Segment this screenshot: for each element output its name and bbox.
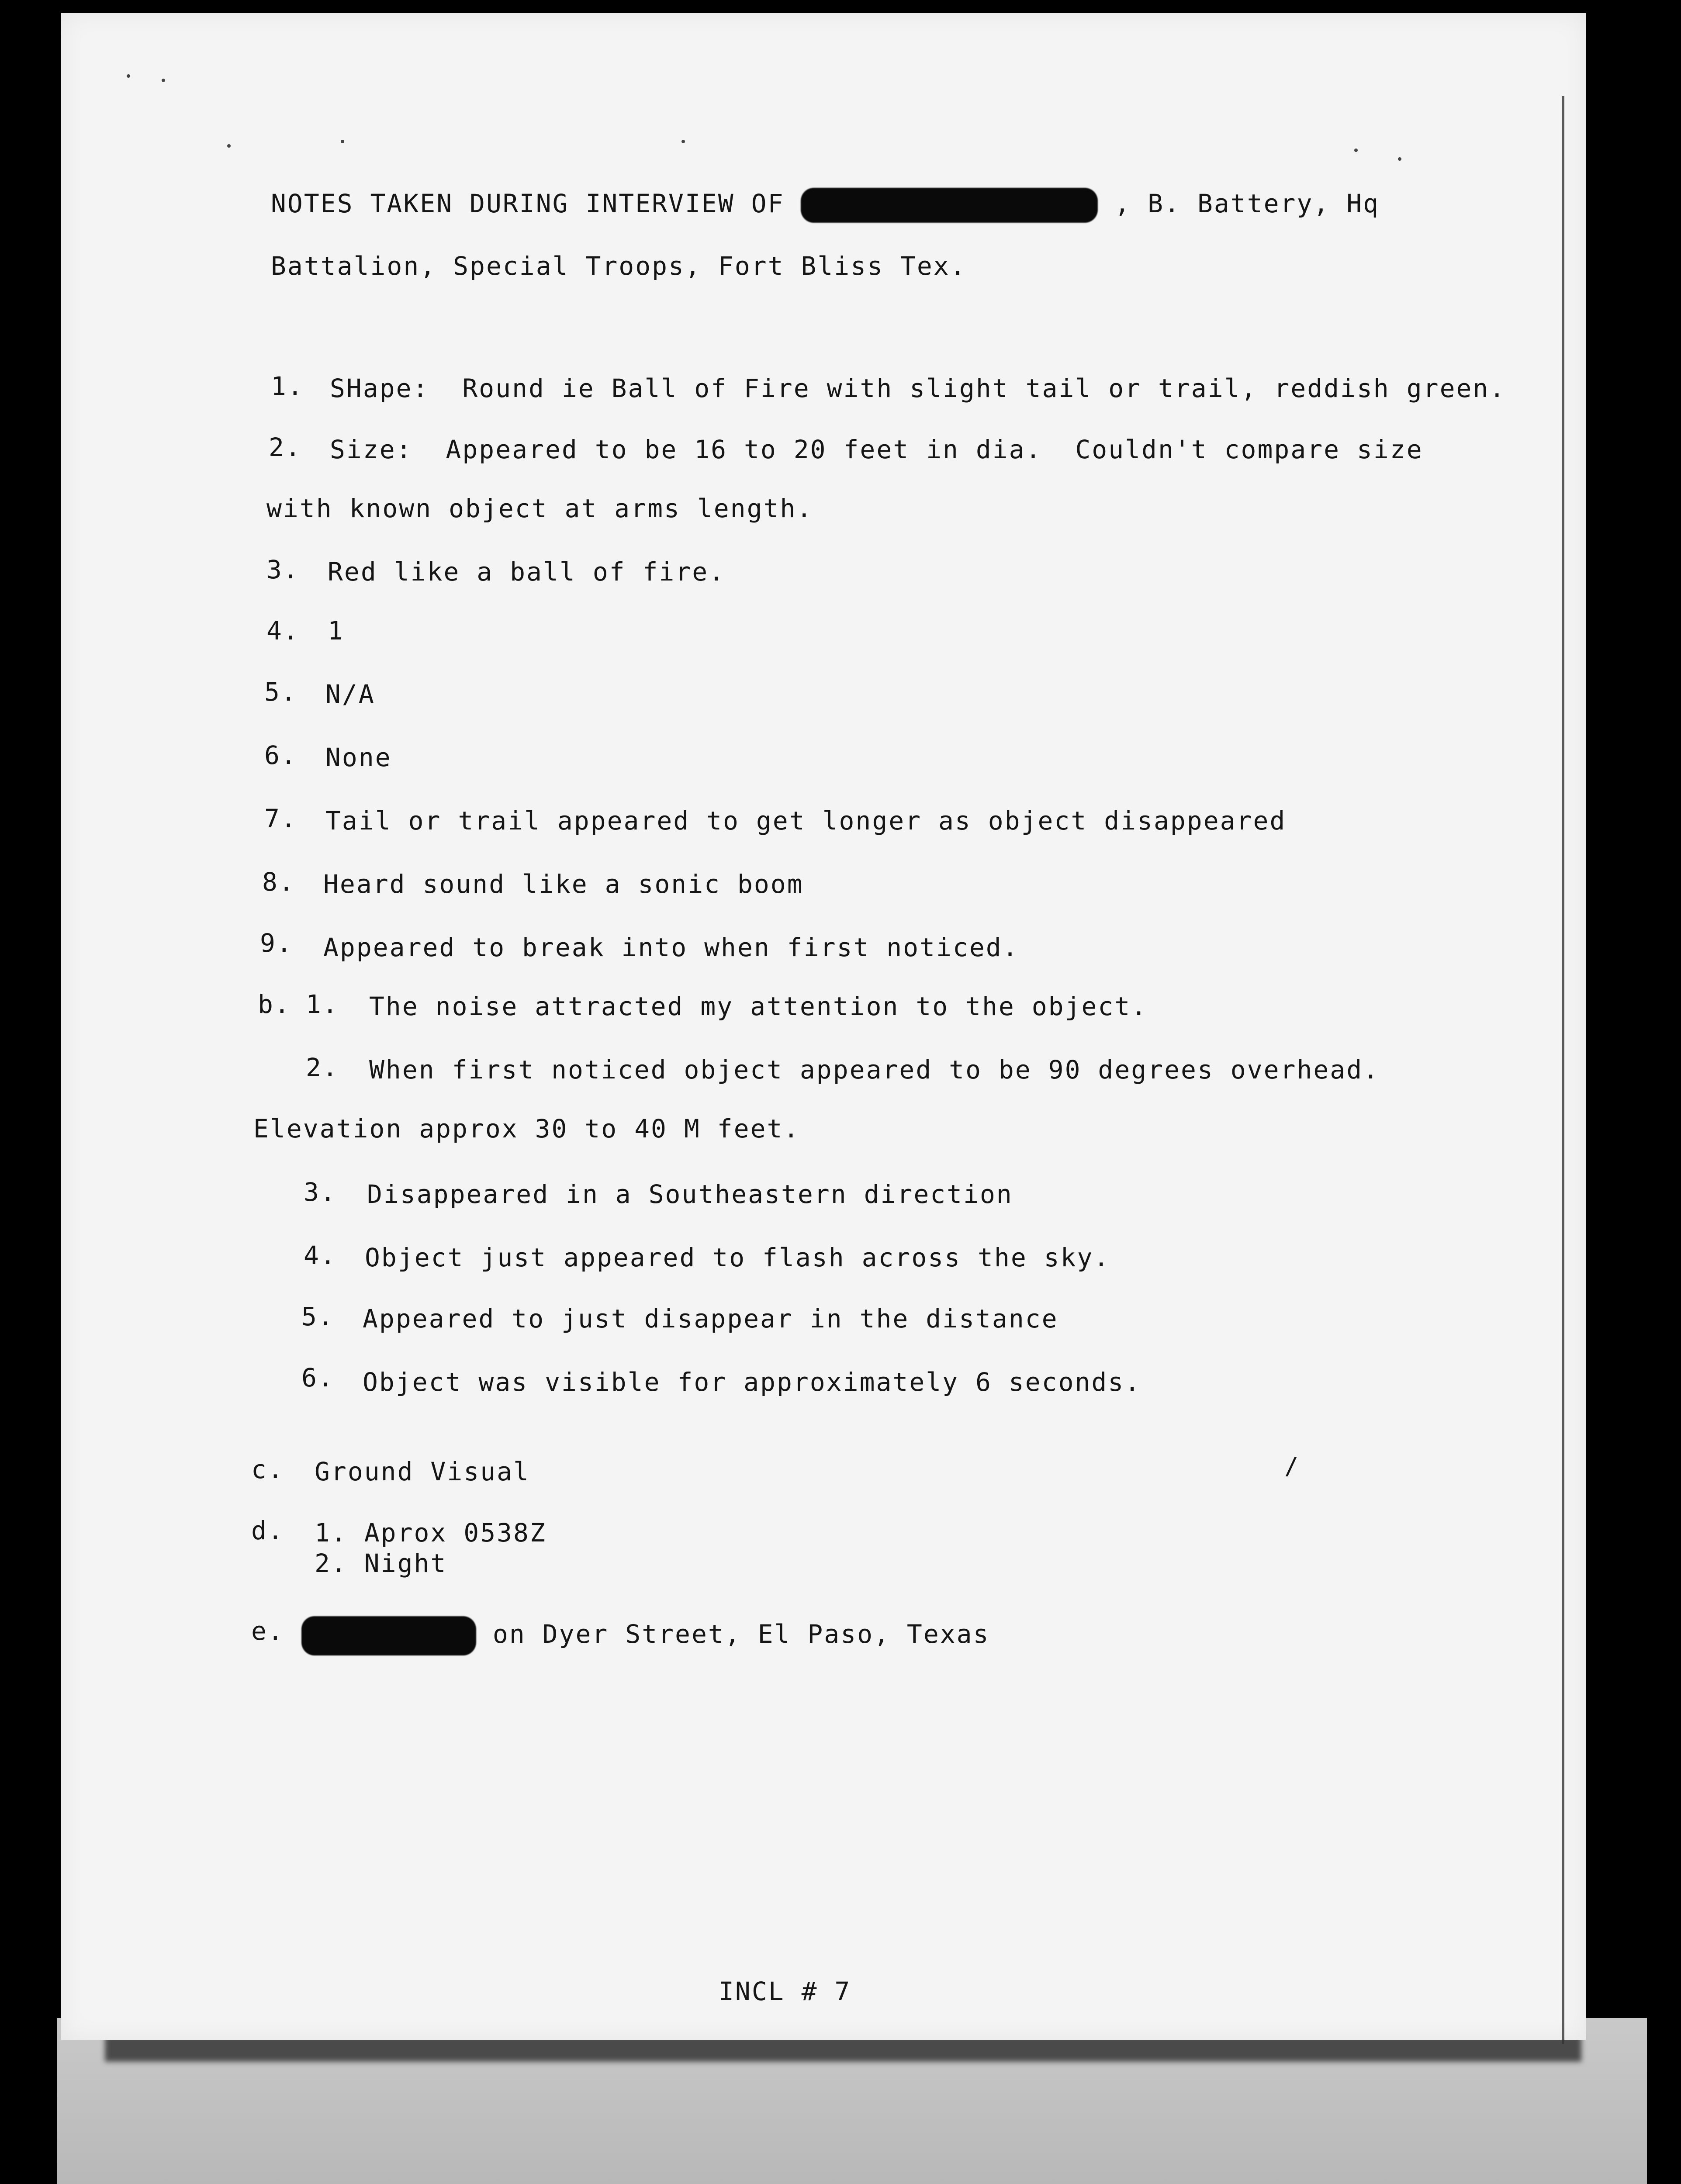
- section-d-line-2: 2. Night: [315, 1548, 447, 1578]
- item-4-text: 1: [328, 616, 344, 646]
- item-6-num: 6.: [264, 740, 297, 770]
- section-d-label: d.: [251, 1516, 284, 1545]
- item-7-text: Tail or trail appeared to get longer as object disappeared: [325, 806, 1287, 836]
- section-b-5-text: Appeared to just disappear in the distance: [363, 1304, 1058, 1334]
- item-8-text: Heard sound like a sonic boom: [323, 869, 804, 899]
- dust-speck: [681, 140, 685, 143]
- section-c-label: c.: [251, 1455, 284, 1484]
- item-3-text: Red like a ball of fire.: [328, 557, 726, 587]
- section-b-1-num: 1.: [306, 989, 339, 1019]
- item-3-num: 3.: [266, 555, 300, 584]
- dust-speck: [227, 144, 231, 148]
- dust-speck: [341, 140, 344, 143]
- dust-speck: [1354, 149, 1358, 152]
- item-1-num: 1.: [271, 371, 304, 401]
- header-suffix: , B. Battery, Hq: [1114, 189, 1380, 219]
- item-7-num: 7.: [264, 804, 297, 833]
- section-b-3-num: 3.: [304, 1177, 337, 1207]
- section-b-6-num: 6.: [301, 1363, 335, 1393]
- section-b-4-num: 4.: [304, 1241, 337, 1270]
- header-line-2: Battalion, Special Troops, Fort Bliss Tex.: [271, 251, 967, 281]
- item-6-text: None: [325, 743, 392, 772]
- header-line-1: [271, 188, 1380, 223]
- section-b-label: b.: [258, 989, 291, 1019]
- section-b-2-num: 2.: [306, 1053, 339, 1082]
- dust-speck: [1398, 157, 1401, 161]
- section-e-text: on Dyer Street, El Paso, Texas: [492, 1619, 990, 1649]
- section-b-4-text: Object just appeared to flash across the sky.: [365, 1243, 1110, 1272]
- item-2-continuation: with known object at arms length.: [266, 494, 813, 523]
- section-b-1-text: The noise attracted my attention to the object.: [369, 992, 1148, 1021]
- inclosure-number: INCL # 7: [719, 1977, 851, 2006]
- dust-speck: [162, 79, 165, 82]
- item-5-text: N/A: [325, 679, 375, 709]
- margin-tick-mark: /: [1284, 1452, 1300, 1480]
- document-sheet: [61, 13, 1586, 2040]
- item-9-text: Appeared to break into when first noticed.: [323, 933, 1019, 962]
- section-b-2-text: When first noticed object appeared to be 90 degrees overhead.: [369, 1055, 1380, 1085]
- section-e-label: e.: [251, 1616, 284, 1646]
- item-2-num: 2.: [269, 432, 302, 462]
- section-b-5-num: 5.: [301, 1302, 335, 1331]
- header-prefix: NOTES TAKEN DURING INTERVIEW OF: [271, 189, 785, 219]
- redaction-mark: [301, 1616, 476, 1655]
- section-d-line-1: 1. Aprox 0538Z: [315, 1518, 546, 1548]
- item-5-num: 5.: [264, 677, 297, 707]
- section-b-6-text: Object was visible for approximately 6 seconds.: [363, 1367, 1141, 1397]
- item-1-text: SHape: Round ie Ball of Fire with slight tail or trail, reddish green.: [330, 373, 1506, 403]
- item-2-text: Size: Appeared to be 16 to 20 feet in dia. Couldn't compare size: [330, 435, 1423, 464]
- section-e-line: [301, 1616, 990, 1655]
- item-8-num: 8.: [262, 867, 295, 897]
- right-margin-rule: [1562, 96, 1564, 2044]
- redaction-mark: [801, 188, 1098, 223]
- section-b-2-continuation: Elevation approx 30 to 40 M feet.: [253, 1114, 800, 1144]
- section-c-text: Ground Visual: [315, 1457, 530, 1486]
- item-9-num: 9.: [260, 928, 293, 958]
- dust-speck: [127, 74, 130, 78]
- item-4-num: 4.: [266, 616, 300, 646]
- section-b-3-text: Disappeared in a Southeastern direction: [367, 1179, 1013, 1209]
